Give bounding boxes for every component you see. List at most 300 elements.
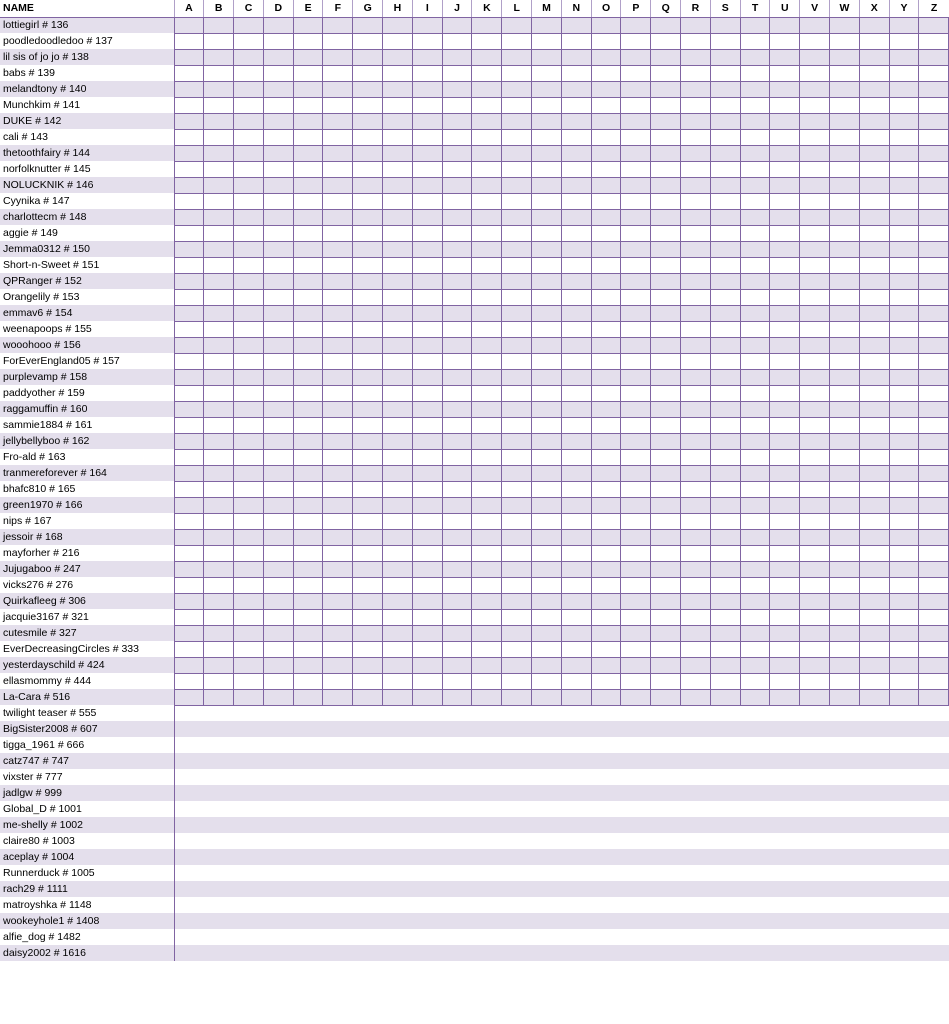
grid-cell-e[interactable] xyxy=(293,753,323,769)
grid-cell-k[interactable] xyxy=(472,401,502,417)
grid-cell-w[interactable] xyxy=(830,721,860,737)
grid-cell-l[interactable] xyxy=(502,801,532,817)
grid-cell-g[interactable] xyxy=(353,193,383,209)
grid-cell-k[interactable] xyxy=(472,257,502,273)
grid-cell-d[interactable] xyxy=(263,689,293,705)
grid-cell-c[interactable] xyxy=(234,545,264,561)
grid-cell-t[interactable] xyxy=(740,913,770,929)
grid-cell-h[interactable] xyxy=(383,753,413,769)
grid-cell-v[interactable] xyxy=(800,673,830,689)
column-header-g[interactable]: G xyxy=(353,0,383,17)
grid-cell-e[interactable] xyxy=(293,593,323,609)
grid-cell-x[interactable] xyxy=(859,769,889,785)
grid-cell-m[interactable] xyxy=(532,33,562,49)
name-cell[interactable]: ellasmommy # 444 xyxy=(0,673,174,689)
grid-cell-x[interactable] xyxy=(859,881,889,897)
grid-cell-h[interactable] xyxy=(383,177,413,193)
grid-cell-t[interactable] xyxy=(740,161,770,177)
grid-cell-h[interactable] xyxy=(383,65,413,81)
grid-cell-l[interactable] xyxy=(502,289,532,305)
grid-cell-s[interactable] xyxy=(710,209,740,225)
grid-cell-k[interactable] xyxy=(472,561,502,577)
grid-cell-m[interactable] xyxy=(532,305,562,321)
grid-cell-r[interactable] xyxy=(681,833,711,849)
grid-cell-d[interactable] xyxy=(263,897,293,913)
name-cell[interactable]: wooohooo # 156 xyxy=(0,337,174,353)
grid-cell-e[interactable] xyxy=(293,113,323,129)
grid-cell-t[interactable] xyxy=(740,289,770,305)
grid-cell-k[interactable] xyxy=(472,113,502,129)
grid-cell-v[interactable] xyxy=(800,337,830,353)
grid-cell-l[interactable] xyxy=(502,273,532,289)
grid-cell-p[interactable] xyxy=(621,881,651,897)
grid-cell-f[interactable] xyxy=(323,273,353,289)
grid-cell-d[interactable] xyxy=(263,609,293,625)
grid-cell-y[interactable] xyxy=(889,97,919,113)
grid-cell-r[interactable] xyxy=(681,481,711,497)
grid-cell-s[interactable] xyxy=(710,225,740,241)
grid-cell-u[interactable] xyxy=(770,705,800,721)
grid-cell-h[interactable] xyxy=(383,625,413,641)
name-cell[interactable]: Short-n-Sweet # 151 xyxy=(0,257,174,273)
grid-cell-u[interactable] xyxy=(770,369,800,385)
grid-cell-k[interactable] xyxy=(472,433,502,449)
grid-cell-s[interactable] xyxy=(710,81,740,97)
grid-cell-w[interactable] xyxy=(830,657,860,673)
grid-cell-m[interactable] xyxy=(532,881,562,897)
grid-cell-d[interactable] xyxy=(263,593,293,609)
grid-cell-r[interactable] xyxy=(681,817,711,833)
grid-cell-p[interactable] xyxy=(621,177,651,193)
grid-cell-v[interactable] xyxy=(800,97,830,113)
grid-cell-x[interactable] xyxy=(859,65,889,81)
grid-cell-b[interactable] xyxy=(204,641,234,657)
grid-cell-v[interactable] xyxy=(800,721,830,737)
grid-cell-o[interactable] xyxy=(591,657,621,673)
grid-cell-k[interactable] xyxy=(472,193,502,209)
grid-cell-f[interactable] xyxy=(323,145,353,161)
name-cell[interactable]: tranmereforever # 164 xyxy=(0,465,174,481)
grid-cell-l[interactable] xyxy=(502,353,532,369)
grid-cell-e[interactable] xyxy=(293,465,323,481)
grid-cell-g[interactable] xyxy=(353,289,383,305)
grid-cell-o[interactable] xyxy=(591,353,621,369)
grid-cell-o[interactable] xyxy=(591,97,621,113)
grid-cell-e[interactable] xyxy=(293,65,323,81)
grid-cell-m[interactable] xyxy=(532,209,562,225)
grid-cell-n[interactable] xyxy=(561,737,591,753)
grid-cell-c[interactable] xyxy=(234,625,264,641)
grid-cell-h[interactable] xyxy=(383,481,413,497)
grid-cell-u[interactable] xyxy=(770,545,800,561)
grid-cell-w[interactable] xyxy=(830,337,860,353)
grid-cell-o[interactable] xyxy=(591,689,621,705)
grid-cell-p[interactable] xyxy=(621,385,651,401)
grid-cell-w[interactable] xyxy=(830,641,860,657)
grid-cell-d[interactable] xyxy=(263,97,293,113)
grid-cell-g[interactable] xyxy=(353,417,383,433)
grid-cell-t[interactable] xyxy=(740,545,770,561)
grid-cell-p[interactable] xyxy=(621,609,651,625)
grid-cell-t[interactable] xyxy=(740,945,770,961)
grid-cell-e[interactable] xyxy=(293,577,323,593)
grid-cell-f[interactable] xyxy=(323,113,353,129)
grid-cell-i[interactable] xyxy=(412,113,442,129)
grid-cell-i[interactable] xyxy=(412,785,442,801)
grid-cell-g[interactable] xyxy=(353,449,383,465)
grid-cell-p[interactable] xyxy=(621,465,651,481)
grid-cell-j[interactable] xyxy=(442,337,472,353)
grid-cell-r[interactable] xyxy=(681,801,711,817)
grid-cell-u[interactable] xyxy=(770,849,800,865)
grid-cell-v[interactable] xyxy=(800,241,830,257)
grid-cell-p[interactable] xyxy=(621,865,651,881)
grid-cell-e[interactable] xyxy=(293,129,323,145)
grid-cell-s[interactable] xyxy=(710,737,740,753)
grid-cell-s[interactable] xyxy=(710,865,740,881)
name-cell[interactable]: me-shelly # 1002 xyxy=(0,817,174,833)
grid-cell-a[interactable] xyxy=(174,369,204,385)
grid-cell-o[interactable] xyxy=(591,545,621,561)
grid-cell-s[interactable] xyxy=(710,113,740,129)
grid-cell-d[interactable] xyxy=(263,209,293,225)
grid-cell-b[interactable] xyxy=(204,113,234,129)
grid-cell-i[interactable] xyxy=(412,449,442,465)
grid-cell-j[interactable] xyxy=(442,673,472,689)
grid-cell-d[interactable] xyxy=(263,385,293,401)
grid-cell-u[interactable] xyxy=(770,721,800,737)
grid-cell-q[interactable] xyxy=(651,929,681,945)
grid-cell-v[interactable] xyxy=(800,849,830,865)
grid-cell-n[interactable] xyxy=(561,625,591,641)
grid-cell-s[interactable] xyxy=(710,673,740,689)
grid-cell-i[interactable] xyxy=(412,865,442,881)
grid-cell-p[interactable] xyxy=(621,49,651,65)
grid-cell-t[interactable] xyxy=(740,737,770,753)
grid-cell-r[interactable] xyxy=(681,929,711,945)
grid-cell-s[interactable] xyxy=(710,33,740,49)
grid-cell-q[interactable] xyxy=(651,689,681,705)
grid-cell-i[interactable] xyxy=(412,753,442,769)
grid-cell-x[interactable] xyxy=(859,433,889,449)
grid-cell-e[interactable] xyxy=(293,913,323,929)
grid-cell-q[interactable] xyxy=(651,785,681,801)
grid-cell-g[interactable] xyxy=(353,161,383,177)
grid-cell-y[interactable] xyxy=(889,417,919,433)
grid-cell-e[interactable] xyxy=(293,225,323,241)
grid-cell-s[interactable] xyxy=(710,273,740,289)
grid-cell-a[interactable] xyxy=(174,305,204,321)
grid-cell-d[interactable] xyxy=(263,833,293,849)
name-cell[interactable]: matroyshka # 1148 xyxy=(0,897,174,913)
grid-cell-e[interactable] xyxy=(293,833,323,849)
grid-cell-s[interactable] xyxy=(710,801,740,817)
grid-cell-u[interactable] xyxy=(770,177,800,193)
grid-cell-b[interactable] xyxy=(204,17,234,33)
grid-cell-a[interactable] xyxy=(174,641,204,657)
grid-cell-g[interactable] xyxy=(353,401,383,417)
grid-cell-k[interactable] xyxy=(472,593,502,609)
grid-cell-g[interactable] xyxy=(353,17,383,33)
grid-cell-b[interactable] xyxy=(204,689,234,705)
grid-cell-p[interactable] xyxy=(621,513,651,529)
grid-cell-x[interactable] xyxy=(859,945,889,961)
grid-cell-y[interactable] xyxy=(889,609,919,625)
grid-cell-m[interactable] xyxy=(532,177,562,193)
grid-cell-c[interactable] xyxy=(234,737,264,753)
grid-cell-z[interactable] xyxy=(919,209,949,225)
grid-cell-o[interactable] xyxy=(591,945,621,961)
grid-cell-v[interactable] xyxy=(800,737,830,753)
name-cell[interactable]: lil sis of jo jo # 138 xyxy=(0,49,174,65)
grid-cell-p[interactable] xyxy=(621,417,651,433)
grid-cell-r[interactable] xyxy=(681,17,711,33)
grid-cell-f[interactable] xyxy=(323,673,353,689)
grid-cell-e[interactable] xyxy=(293,801,323,817)
grid-cell-w[interactable] xyxy=(830,849,860,865)
grid-cell-e[interactable] xyxy=(293,945,323,961)
grid-cell-v[interactable] xyxy=(800,785,830,801)
grid-cell-r[interactable] xyxy=(681,881,711,897)
grid-cell-a[interactable] xyxy=(174,865,204,881)
grid-cell-f[interactable] xyxy=(323,385,353,401)
grid-cell-h[interactable] xyxy=(383,657,413,673)
grid-cell-q[interactable] xyxy=(651,945,681,961)
name-cell[interactable]: jadlgw # 999 xyxy=(0,785,174,801)
grid-cell-y[interactable] xyxy=(889,737,919,753)
grid-cell-z[interactable] xyxy=(919,721,949,737)
column-header-p[interactable]: P xyxy=(621,0,651,17)
grid-cell-u[interactable] xyxy=(770,593,800,609)
grid-cell-a[interactable] xyxy=(174,353,204,369)
grid-cell-r[interactable] xyxy=(681,177,711,193)
grid-cell-o[interactable] xyxy=(591,609,621,625)
grid-cell-h[interactable] xyxy=(383,897,413,913)
grid-cell-c[interactable] xyxy=(234,417,264,433)
grid-cell-m[interactable] xyxy=(532,449,562,465)
grid-cell-a[interactable] xyxy=(174,497,204,513)
grid-cell-w[interactable] xyxy=(830,865,860,881)
grid-cell-x[interactable] xyxy=(859,417,889,433)
grid-cell-n[interactable] xyxy=(561,481,591,497)
grid-cell-m[interactable] xyxy=(532,785,562,801)
grid-cell-n[interactable] xyxy=(561,897,591,913)
grid-cell-o[interactable] xyxy=(591,497,621,513)
grid-cell-i[interactable] xyxy=(412,497,442,513)
grid-cell-t[interactable] xyxy=(740,625,770,641)
grid-cell-i[interactable] xyxy=(412,929,442,945)
grid-cell-b[interactable] xyxy=(204,433,234,449)
grid-cell-o[interactable] xyxy=(591,785,621,801)
grid-cell-k[interactable] xyxy=(472,577,502,593)
grid-cell-q[interactable] xyxy=(651,625,681,641)
name-column-header[interactable]: NAME xyxy=(0,0,174,17)
grid-cell-h[interactable] xyxy=(383,865,413,881)
grid-cell-z[interactable] xyxy=(919,657,949,673)
grid-cell-j[interactable] xyxy=(442,273,472,289)
grid-cell-w[interactable] xyxy=(830,433,860,449)
grid-cell-e[interactable] xyxy=(293,257,323,273)
grid-cell-b[interactable] xyxy=(204,913,234,929)
grid-cell-d[interactable] xyxy=(263,481,293,497)
grid-cell-g[interactable] xyxy=(353,465,383,481)
grid-cell-p[interactable] xyxy=(621,769,651,785)
grid-cell-u[interactable] xyxy=(770,945,800,961)
name-cell[interactable]: wookeyhole1 # 1408 xyxy=(0,913,174,929)
name-cell[interactable]: Quirkafleeg # 306 xyxy=(0,593,174,609)
grid-cell-g[interactable] xyxy=(353,689,383,705)
grid-cell-q[interactable] xyxy=(651,177,681,193)
grid-cell-z[interactable] xyxy=(919,641,949,657)
grid-cell-r[interactable] xyxy=(681,545,711,561)
grid-cell-d[interactable] xyxy=(263,641,293,657)
grid-cell-e[interactable] xyxy=(293,561,323,577)
grid-cell-j[interactable] xyxy=(442,593,472,609)
grid-cell-c[interactable] xyxy=(234,385,264,401)
grid-cell-f[interactable] xyxy=(323,97,353,113)
grid-cell-f[interactable] xyxy=(323,193,353,209)
grid-cell-h[interactable] xyxy=(383,577,413,593)
column-header-m[interactable]: M xyxy=(532,0,562,17)
grid-cell-f[interactable] xyxy=(323,609,353,625)
grid-cell-z[interactable] xyxy=(919,625,949,641)
grid-cell-n[interactable] xyxy=(561,801,591,817)
grid-cell-g[interactable] xyxy=(353,753,383,769)
grid-cell-n[interactable] xyxy=(561,145,591,161)
grid-cell-t[interactable] xyxy=(740,673,770,689)
grid-cell-r[interactable] xyxy=(681,945,711,961)
grid-cell-t[interactable] xyxy=(740,177,770,193)
grid-cell-i[interactable] xyxy=(412,481,442,497)
grid-cell-u[interactable] xyxy=(770,737,800,753)
grid-cell-y[interactable] xyxy=(889,257,919,273)
grid-cell-r[interactable] xyxy=(681,417,711,433)
grid-cell-e[interactable] xyxy=(293,177,323,193)
grid-cell-a[interactable] xyxy=(174,913,204,929)
grid-cell-q[interactable] xyxy=(651,705,681,721)
grid-cell-g[interactable] xyxy=(353,673,383,689)
name-cell[interactable]: norfolknutter # 145 xyxy=(0,161,174,177)
grid-cell-h[interactable] xyxy=(383,145,413,161)
grid-cell-h[interactable] xyxy=(383,449,413,465)
grid-cell-f[interactable] xyxy=(323,913,353,929)
grid-cell-c[interactable] xyxy=(234,577,264,593)
name-cell[interactable]: bhafc810 # 165 xyxy=(0,481,174,497)
name-cell[interactable]: vicks276 # 276 xyxy=(0,577,174,593)
grid-cell-b[interactable] xyxy=(204,801,234,817)
grid-cell-j[interactable] xyxy=(442,257,472,273)
grid-cell-t[interactable] xyxy=(740,321,770,337)
grid-cell-w[interactable] xyxy=(830,593,860,609)
grid-cell-f[interactable] xyxy=(323,49,353,65)
grid-cell-i[interactable] xyxy=(412,209,442,225)
grid-cell-z[interactable] xyxy=(919,353,949,369)
grid-cell-r[interactable] xyxy=(681,593,711,609)
grid-cell-l[interactable] xyxy=(502,161,532,177)
grid-cell-u[interactable] xyxy=(770,513,800,529)
grid-cell-q[interactable] xyxy=(651,561,681,577)
grid-cell-u[interactable] xyxy=(770,145,800,161)
grid-cell-a[interactable] xyxy=(174,225,204,241)
grid-cell-i[interactable] xyxy=(412,673,442,689)
grid-cell-b[interactable] xyxy=(204,145,234,161)
grid-cell-l[interactable] xyxy=(502,369,532,385)
name-cell[interactable]: Runnerduck # 1005 xyxy=(0,865,174,881)
grid-cell-j[interactable] xyxy=(442,65,472,81)
grid-cell-q[interactable] xyxy=(651,273,681,289)
grid-cell-f[interactable] xyxy=(323,241,353,257)
grid-cell-s[interactable] xyxy=(710,929,740,945)
grid-cell-w[interactable] xyxy=(830,801,860,817)
grid-cell-o[interactable] xyxy=(591,673,621,689)
grid-cell-l[interactable] xyxy=(502,593,532,609)
grid-cell-d[interactable] xyxy=(263,721,293,737)
grid-cell-b[interactable] xyxy=(204,769,234,785)
grid-cell-g[interactable] xyxy=(353,865,383,881)
grid-cell-n[interactable] xyxy=(561,321,591,337)
grid-cell-l[interactable] xyxy=(502,433,532,449)
grid-cell-t[interactable] xyxy=(740,529,770,545)
grid-cell-d[interactable] xyxy=(263,289,293,305)
grid-cell-f[interactable] xyxy=(323,417,353,433)
grid-cell-f[interactable] xyxy=(323,641,353,657)
grid-cell-b[interactable] xyxy=(204,65,234,81)
grid-cell-a[interactable] xyxy=(174,257,204,273)
column-header-e[interactable]: E xyxy=(293,0,323,17)
grid-cell-q[interactable] xyxy=(651,673,681,689)
grid-cell-a[interactable] xyxy=(174,625,204,641)
grid-cell-u[interactable] xyxy=(770,657,800,673)
grid-cell-m[interactable] xyxy=(532,609,562,625)
grid-cell-h[interactable] xyxy=(383,193,413,209)
grid-cell-y[interactable] xyxy=(889,641,919,657)
grid-cell-v[interactable] xyxy=(800,497,830,513)
grid-cell-b[interactable] xyxy=(204,561,234,577)
grid-cell-i[interactable] xyxy=(412,385,442,401)
grid-cell-x[interactable] xyxy=(859,337,889,353)
grid-cell-z[interactable] xyxy=(919,897,949,913)
grid-cell-u[interactable] xyxy=(770,241,800,257)
grid-cell-u[interactable] xyxy=(770,833,800,849)
grid-cell-o[interactable] xyxy=(591,881,621,897)
grid-cell-f[interactable] xyxy=(323,65,353,81)
grid-cell-n[interactable] xyxy=(561,817,591,833)
grid-cell-y[interactable] xyxy=(889,433,919,449)
grid-cell-i[interactable] xyxy=(412,721,442,737)
grid-cell-q[interactable] xyxy=(651,577,681,593)
grid-cell-l[interactable] xyxy=(502,609,532,625)
grid-cell-x[interactable] xyxy=(859,273,889,289)
grid-cell-q[interactable] xyxy=(651,17,681,33)
grid-cell-f[interactable] xyxy=(323,945,353,961)
grid-cell-o[interactable] xyxy=(591,913,621,929)
grid-cell-u[interactable] xyxy=(770,33,800,49)
grid-cell-e[interactable] xyxy=(293,17,323,33)
grid-cell-k[interactable] xyxy=(472,801,502,817)
grid-cell-x[interactable] xyxy=(859,385,889,401)
grid-cell-v[interactable] xyxy=(800,417,830,433)
grid-cell-m[interactable] xyxy=(532,465,562,481)
grid-cell-r[interactable] xyxy=(681,737,711,753)
grid-cell-b[interactable] xyxy=(204,177,234,193)
grid-cell-w[interactable] xyxy=(830,673,860,689)
grid-cell-e[interactable] xyxy=(293,305,323,321)
grid-cell-x[interactable] xyxy=(859,225,889,241)
grid-cell-c[interactable] xyxy=(234,337,264,353)
grid-cell-x[interactable] xyxy=(859,513,889,529)
grid-cell-z[interactable] xyxy=(919,433,949,449)
grid-cell-o[interactable] xyxy=(591,113,621,129)
